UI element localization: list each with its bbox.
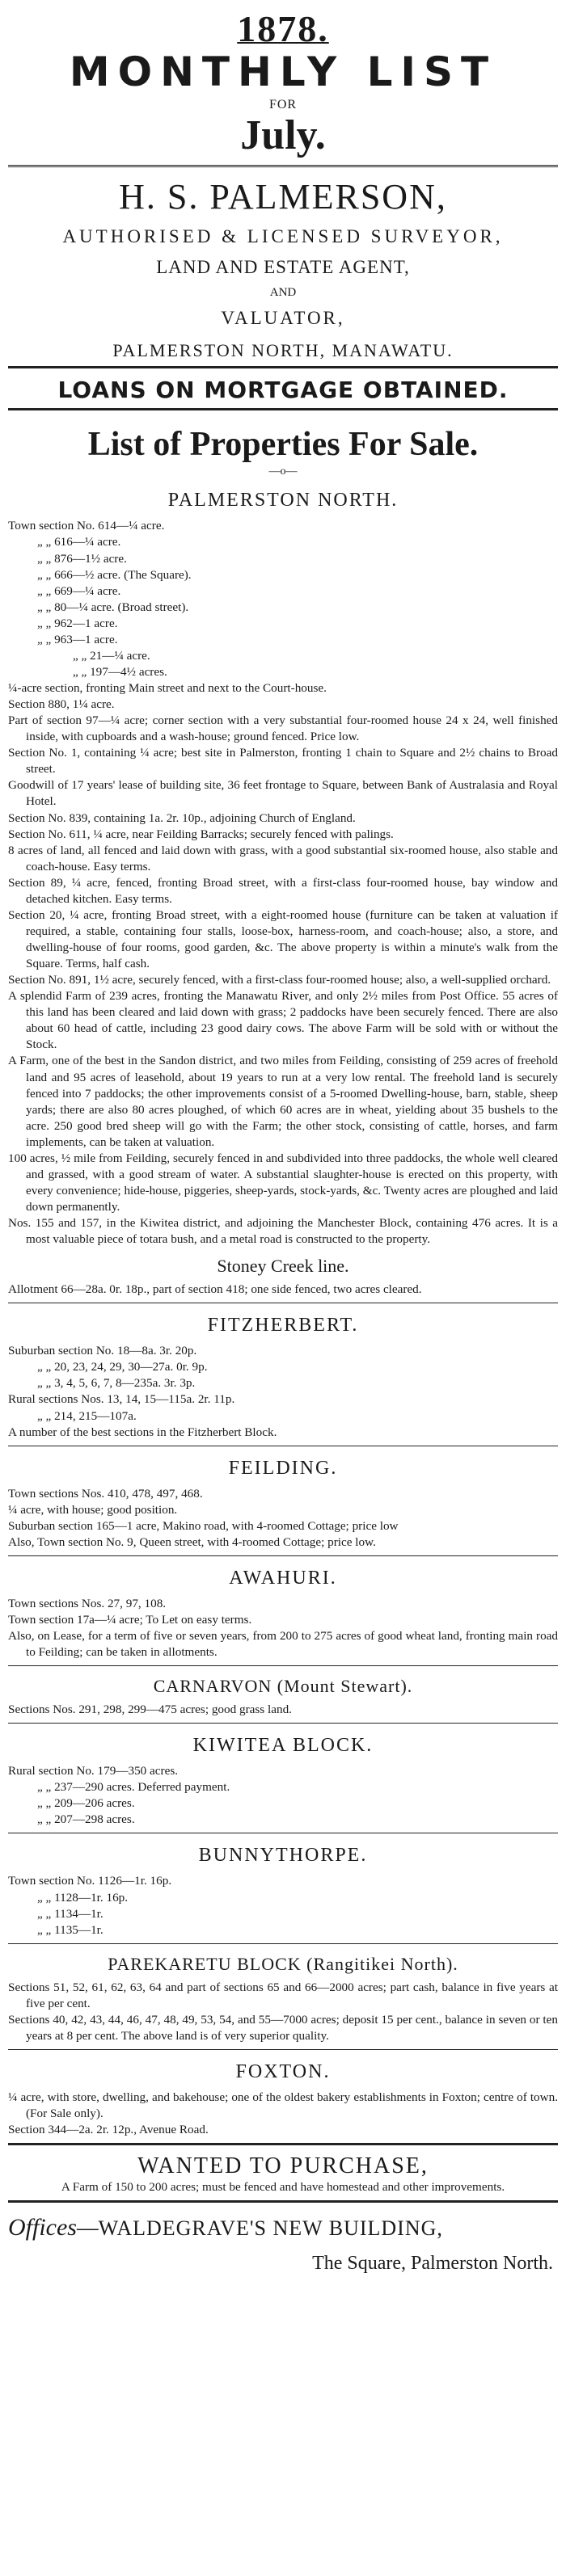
offices-dash: — <box>76 2214 99 2241</box>
kiwitea-heading: KIWITEA BLOCK. <box>192 1735 374 1757</box>
divider <box>8 2049 558 2050</box>
feilding-heading: FEILDING. <box>228 1457 338 1479</box>
list-item: „ „ 214, 215—107a. <box>37 1408 137 1423</box>
list-item: Also, Town section No. 9, Queen street, with 4-roomed Cottage; price low. <box>8 1534 376 1549</box>
list-item: Section No. 611, ¼ acre, near Feilding Barracks; securely fenced with palings. <box>8 827 394 841</box>
agent-address: PALMERSTON NORTH, MANAWATU. <box>112 340 454 361</box>
divider <box>8 1555 558 1556</box>
list-item: Goodwill of 17 years' lease of building site, 36 feet frontage to Square, between Bank of Australasia and Royal Hotel. <box>8 778 558 809</box>
list-item: A number of the best sections in the Fitzherbert Block. <box>8 1425 277 1439</box>
list-item: „ „ 197—4½ acres. <box>73 664 167 679</box>
monthly-list-title: MONTHLY LIST <box>69 48 497 96</box>
loans-banner: LOANS ON MORTGAGE OBTAINED. <box>57 377 509 404</box>
list-item: „ „ 209—206 acres. <box>37 1796 135 1811</box>
list-item: „ „ 237—290 acres. Deferred payment. <box>37 1780 230 1795</box>
divider <box>8 165 558 167</box>
offices-building: WALDEGRAVE'S NEW BUILDING, <box>98 2216 443 2241</box>
offices-label: Offices <box>8 2214 77 2241</box>
month: July. <box>240 112 326 159</box>
divider <box>8 2143 558 2145</box>
divider <box>8 2200 558 2203</box>
list-item: „ „ 1134—1r. <box>37 1906 103 1921</box>
ornament: —o— <box>268 465 298 478</box>
agent-and: AND <box>269 286 297 300</box>
list-item: Town section 17a—¼ acre; To Let on easy terms. <box>8 1612 252 1627</box>
list-item: Section No. 1, containing ¼ acre; best site in Palmerston, fronting 1 chain to Square and 2½ chains to Broad street. <box>8 746 558 777</box>
list-item: Nos. 155 and 157, in the Kiwitea district, and adjoining the Manchester Block, containing 476 acres. It is a most valuable piece of totara bush, and a metal road is constructed to the property. <box>8 1216 558 1247</box>
list-item: „ „ 21—¼ acre. <box>73 648 150 663</box>
list-item: 8 acres of land, all fenced and laid down with grass, with a good substantial six-roomed house, also stable and coach-house. Easy terms. <box>8 843 558 873</box>
list-item: Suburban section 165—1 acre, Makino road, with 4-roomed Cottage; price low <box>8 1518 399 1533</box>
agent-title-3: VALUATOR, <box>221 308 345 329</box>
divider <box>8 1943 558 1944</box>
wanted-heading: WANTED TO PURCHASE, <box>137 2153 429 2179</box>
list-item: ¼-acre section, fronting Main street and next to the Court-house. <box>8 681 327 695</box>
list-item: Part of section 97—¼ acre; corner section with a very substantial four-roomed house 24 x 24, well finished inside, with cupboards and a wash-house; ground fenced. Price low. <box>8 713 558 744</box>
fitzherbert-heading: FITZHERBERT. <box>207 1315 359 1336</box>
list-item: Town section No. 614—¼ acre. <box>8 519 165 533</box>
list-item: „ „ 962—1 acre. <box>37 616 118 630</box>
list-item: „ „ 80—¼ acre. (Broad street). <box>37 600 189 614</box>
for-label: FOR <box>268 98 298 112</box>
year: 1878. <box>237 8 329 49</box>
list-item: Suburban section No. 18—8a. 3r. 20p. <box>8 1344 197 1358</box>
list-item: 100 acres, ½ mile from Feilding, securely fenced in and subdivided into three paddocks, the whole well cleared and grassed, with a good stream of water. A substantial slaughter-house is erected on this property, with every convenience; hide-house, piggeries, sheep-yards, stock-yards, &c. Twenty acres are ploughed and laid down permanently. <box>8 1151 558 1214</box>
list-item: „ „ 669—¼ acre. <box>37 583 121 598</box>
list-item: A Farm, one of the best in the Sandon district, and two miles from Feilding, consisting of 259 acres of freehold land and 95 acres of leasehold, about 19 years to run at a very low rental. The freehold land is securely fenced into 7 paddocks; the other improvements consist of a 5-roomed Dwelling-house, barn, stable, sheep yards; there are also 80 acres ploughed, of which 60 acres are in wheat, yielding about 35 bushels to the acre. 250 good bred sheep will go with the Farm; the other stock, consisting of cattle, horses, and farm implements, can be taken at valuation. <box>8 1054 558 1149</box>
masthead <box>8 10 558 158</box>
divider <box>8 1665 558 1666</box>
offices-line <box>8 2214 558 2241</box>
awahuri-heading: AWAHURI. <box>229 1567 337 1589</box>
list-item: Section 20, ¼ acre, fronting Broad street, with a eight-roomed house (furniture can be taken at valuation if required, a stable, containing four stalls, loose-box, harness-room, and coach-house; also, a store, and dwelling-house of four rooms, good garden, &c. The above property is within a minute's walk from the Square. Terms, half cash. <box>8 907 558 971</box>
list-item: Sections 51, 52, 61, 62, 63, 64 and part of sections 65 and 66—2000 acres; part cash, balance in five years at five per cent. <box>8 1980 558 2010</box>
list-item: Sections 40, 42, 43, 44, 46, 47, 48, 49, 53, 54, and 55—7000 acres; deposit 15 per cent., balance in seven or ten years at 8 per cent. The above land is of very superior quality. <box>8 2012 558 2043</box>
list-item: „ „ 963—1 acre. <box>37 632 118 646</box>
list-item: Section No. 891, 1½ acre, securely fenced, with a first-class four-roomed house; also, a well-supplied orchard. <box>8 973 551 987</box>
list-item: Allotment 66—28a. 0r. 18p., part of section 418; one side fenced, two acres cleared. <box>8 1282 422 1297</box>
palmerston-town-sections <box>8 518 558 680</box>
list-title: List of Properties For Sale. <box>87 426 479 464</box>
list-item: „ „ 616—¼ acre. <box>37 535 121 549</box>
agent-title-2: LAND AND ESTATE AGENT, <box>156 257 410 278</box>
agent-block <box>8 177 558 361</box>
divider <box>8 1723 558 1724</box>
list-item: Sections Nos. 291, 298, 299—475 acres; good grass land. <box>8 1703 292 1717</box>
list-item: „ „ 1135—1r. <box>37 1922 103 1937</box>
list-item: Town sections Nos. 27, 97, 108. <box>8 1596 167 1610</box>
list-item: Town section No. 1126—1r. 16p. <box>8 1874 172 1888</box>
list-item: Town sections Nos. 410, 478, 497, 468. <box>8 1486 203 1501</box>
list-item: Section 880, 1¼ acre. <box>8 697 115 712</box>
list-item: ¼ acre, with store, dwelling, and bakehouse; one of the oldest bakery establishments in Foxton; centre of town. (For Sale only). <box>8 2090 558 2120</box>
divider <box>8 408 558 410</box>
list-item: Rural section No. 179—350 acres. <box>8 1764 179 1778</box>
foxton-heading: FOXTON. <box>235 2060 331 2082</box>
agent-title-1: AUTHORISED & LICENSED SURVEYOR, <box>62 226 504 247</box>
list-item: A splendid Farm of 239 acres, fronting the Manawatu River, and only 2½ miles from Post Office. 55 acres of this land has been cleared and laid down with grass; 2 paddocks have been securely fenced. There are also about 60 head of cattle, including 23 good dairy cows. The above Farm will be sold with or without the Stock. <box>8 989 558 1052</box>
carnarvon-heading: CARNARVON (Mount Stewart). <box>153 1676 413 1697</box>
list-item: „ „ 3, 4, 5, 6, 7, 8—235a. 3r. 3p. <box>37 1376 196 1391</box>
list-item: Section 89, ¼ acre, fenced, fronting Broad street, with a first-class four-roomed house, bay window and detached kitchen. Easy terms. <box>8 875 558 906</box>
list-item: „ „ 666—½ acre. (The Square). <box>37 567 192 582</box>
list-item: „ „ 1128—1r. 16p. <box>37 1890 129 1905</box>
list-item: Section No. 839, containing 1a. 2r. 10p., adjoining Church of England. <box>8 810 356 825</box>
bunnythorpe-heading: BUNNYTHORPE. <box>198 1845 368 1867</box>
palmerston-heading: PALMERSTON NORTH. <box>167 490 399 511</box>
wanted-text: A Farm of 150 to 200 acres; must be fenced and have homestead and other improvements. <box>61 2180 505 2195</box>
stoney-creek-heading: Stoney Creek line. <box>217 1256 349 1277</box>
list-item: „ „ 207—298 acres. <box>37 1812 135 1827</box>
list-item: „ „ 876—1½ acre. <box>37 551 127 566</box>
list-item: ¼ acre, with house; good position. <box>8 1502 178 1517</box>
parekaretu-heading: PAREKARETU BLOCK (Rangitikei North). <box>108 1953 458 1974</box>
list-item: Section 344—2a. 2r. 12p., Avenue Road. <box>8 2123 209 2137</box>
list-item: „ „ 20, 23, 24, 29, 30—27a. 0r. 9p. <box>37 1360 208 1374</box>
agent-name: H. S. PALMERSON, <box>119 177 447 217</box>
divider <box>8 366 558 368</box>
list-item: Also, on Lease, for a term of five or seven years, from 200 to 275 acres of good wheat land, fronting main road to Feilding; can be taken in allotments. <box>8 1629 558 1660</box>
palmerston-entries <box>8 680 558 1248</box>
list-item: Rural sections Nos. 13, 14, 15—115a. 2r. 11p. <box>8 1392 235 1407</box>
offices-square: The Square, Palmerston North. <box>312 2253 553 2275</box>
